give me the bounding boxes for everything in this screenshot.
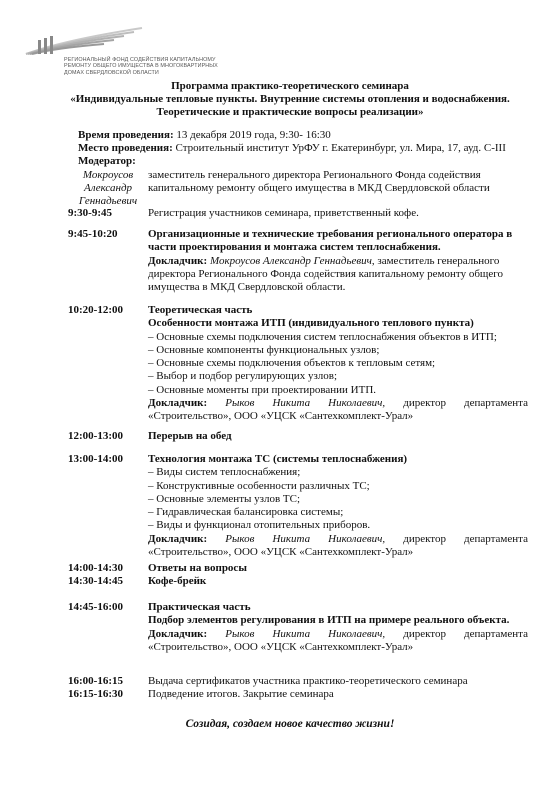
moderator-position — [148, 169, 532, 195]
session-heading: Практическая часть — [148, 601, 251, 613]
schedule-time: 14:30-14:45 — [68, 575, 123, 587]
schedule-text: Кофе-брейк — [148, 575, 207, 587]
speaker-label: Докладчик: — [148, 627, 208, 640]
moderator-name-line: Мокроусов — [82, 169, 134, 181]
schedule-time: 12:00-13:00 — [68, 430, 123, 442]
event-time — [78, 129, 538, 142]
list-item: – Основные компоненты функциональных узлов; — [148, 343, 380, 356]
session-heading: Теоретическая часть — [148, 304, 253, 316]
speaker-name: Рыков Никита Николаевич, — [207, 627, 386, 640]
schedule-text: Выдача сертификатов участника практико-теоретического семинара — [148, 675, 468, 687]
list-item: – Гидравлическая балансировка системы; — [148, 506, 344, 519]
fund-logo — [24, 26, 224, 82]
session-heading: Технология монтажа ТС (системы теплоснабжения) — [148, 453, 408, 465]
speaker-position: директор департамента — [385, 397, 528, 410]
schedule-time: 10:20-12:00 — [68, 304, 123, 316]
schedule-time: 9:30-9:45 — [68, 207, 112, 219]
schedule-time: 14:45-16:00 — [68, 601, 123, 613]
title-line: Программа практико-теоретического семинара — [171, 80, 409, 92]
session-title: Организационные и технические требования регионального оператора в — [148, 228, 513, 240]
logo-line: РЕГИОНАЛЬНЫЙ ФОНД СОДЕЙСТВИЯ КАПИТАЛЬНОМУ — [64, 57, 216, 63]
schedule-text: Перерыв на обед — [148, 430, 232, 442]
schedule-text: Подведение итогов. Закрытие семинара — [148, 688, 334, 700]
list-item: – Конструктивные особенности различных ТС; — [148, 479, 370, 492]
event-meta — [78, 129, 538, 168]
speaker-position: директор департамента — [385, 627, 528, 640]
speaker-name: Мокроусов Александр Геннадьевич — [207, 254, 372, 267]
moderator-name-line: Александр — [83, 182, 133, 194]
schedule-time: 16:15-16:30 — [68, 688, 123, 700]
logo-line: РЕМОНТУ ОБЩЕГО ИМУЩЕСТВА В МНОГОКВАРТИРНЫХ — [64, 63, 218, 70]
schedule-time: 16:00-16:15 — [68, 675, 123, 687]
document-title — [60, 80, 520, 119]
speaker-position: , заместитель генерального — [371, 254, 500, 267]
fund-logo-mark — [24, 26, 144, 56]
logo-line: ДОМАХ СВЕРДЛОВСКОЙ ОБЛАСТИ — [64, 69, 159, 76]
event-place — [78, 142, 538, 155]
speaker-line — [148, 533, 528, 546]
moderator-position-line: капитальному ремонту общего имущества в МКД Свердловской области — [148, 182, 490, 194]
speaker-position: «Строительство», ООО «УЦСК «Сантехкомплект-Урал» — [148, 640, 414, 653]
schedule-time: 9:45-10:20 — [68, 228, 118, 240]
speaker-line — [148, 397, 528, 410]
title-line: «Индивидуальные тепловые пункты. Внутренние системы отопления и водоснабжения. — [70, 93, 510, 105]
list-item: – Основные моменты при проектировании ИТП. — [148, 383, 377, 396]
schedule-time: 13:00-14:00 — [68, 453, 123, 465]
speaker-label: Докладчик: — [148, 532, 208, 545]
event-time-label: Время проведения: — [78, 129, 174, 141]
fund-logo-text — [64, 57, 224, 76]
session-title: Подбор элементов регулирования в ИТП на примере реального объекта. — [148, 614, 510, 627]
title-line: Теоретические и практические вопросы реализации» — [156, 106, 424, 118]
list-item: – Выбор и подбор регулирующих узлов; — [148, 370, 338, 383]
list-item: – Виды и функционал отопительных приборов. — [148, 519, 371, 532]
list-item: – Основные элементы узлов ТС; — [148, 492, 301, 505]
event-place-value: Строительный институт УрФУ г. Екатеринбург, ул. Мира, 17, ауд. С-III — [172, 142, 506, 154]
speaker-position: «Строительство», ООО «УЦСК «Сантехкомплект-Урал» — [148, 546, 414, 559]
schedule-text: Регистрация участников семинара, приветственный кофе. — [148, 207, 419, 219]
schedule-time: 14:00-14:30 — [68, 562, 123, 574]
session-title: Особенности монтажа ИТП (индивидуального теплового пункта) — [148, 317, 474, 330]
speaker-label: Докладчик: — [148, 254, 208, 267]
speaker-line — [148, 628, 528, 641]
footer-slogan: Созидая, создаем новое качество жизни! — [185, 718, 395, 730]
moderator-position-line: заместитель генерального директора Регионального Фонда содействия — [148, 169, 481, 181]
moderator-name-line: Геннадьевич — [78, 195, 138, 207]
speaker-position: директора Регионального Фонда содействия капитальному ремонту общего — [148, 267, 504, 280]
speaker-line — [148, 255, 528, 268]
speaker-position: директор департамента — [385, 532, 528, 545]
event-time-value: 13 декабря 2019 года, 9:30- 16:30 — [173, 129, 331, 141]
speaker-name: Рыков Никита Николаевич, — [207, 397, 386, 410]
event-place-label: Место проведения: — [78, 142, 173, 154]
speaker-position: «Строительство», ООО «УЦСК «Сантехкомплект-Урал» — [148, 410, 414, 423]
list-item: – Основные схемы подключения объектов к тепловым сетям; — [148, 357, 436, 370]
schedule-text: Ответы на вопросы — [148, 562, 247, 574]
moderator-name — [72, 169, 144, 208]
speaker-position: имущества в МКД Свердловской области. — [148, 281, 346, 294]
session-title: части проектирования и монтажа систем теплоснабжения. — [148, 241, 441, 254]
moderator-label: Модератор: — [78, 155, 136, 167]
list-item: – Виды систем теплоснабжения; — [148, 466, 301, 479]
list-item: – Основные схемы подключения систем теплоснабжения объектов в ИТП; — [148, 330, 497, 343]
speaker-name: Рыков Никита Николаевич, — [207, 532, 386, 545]
speaker-label: Докладчик: — [148, 397, 208, 410]
